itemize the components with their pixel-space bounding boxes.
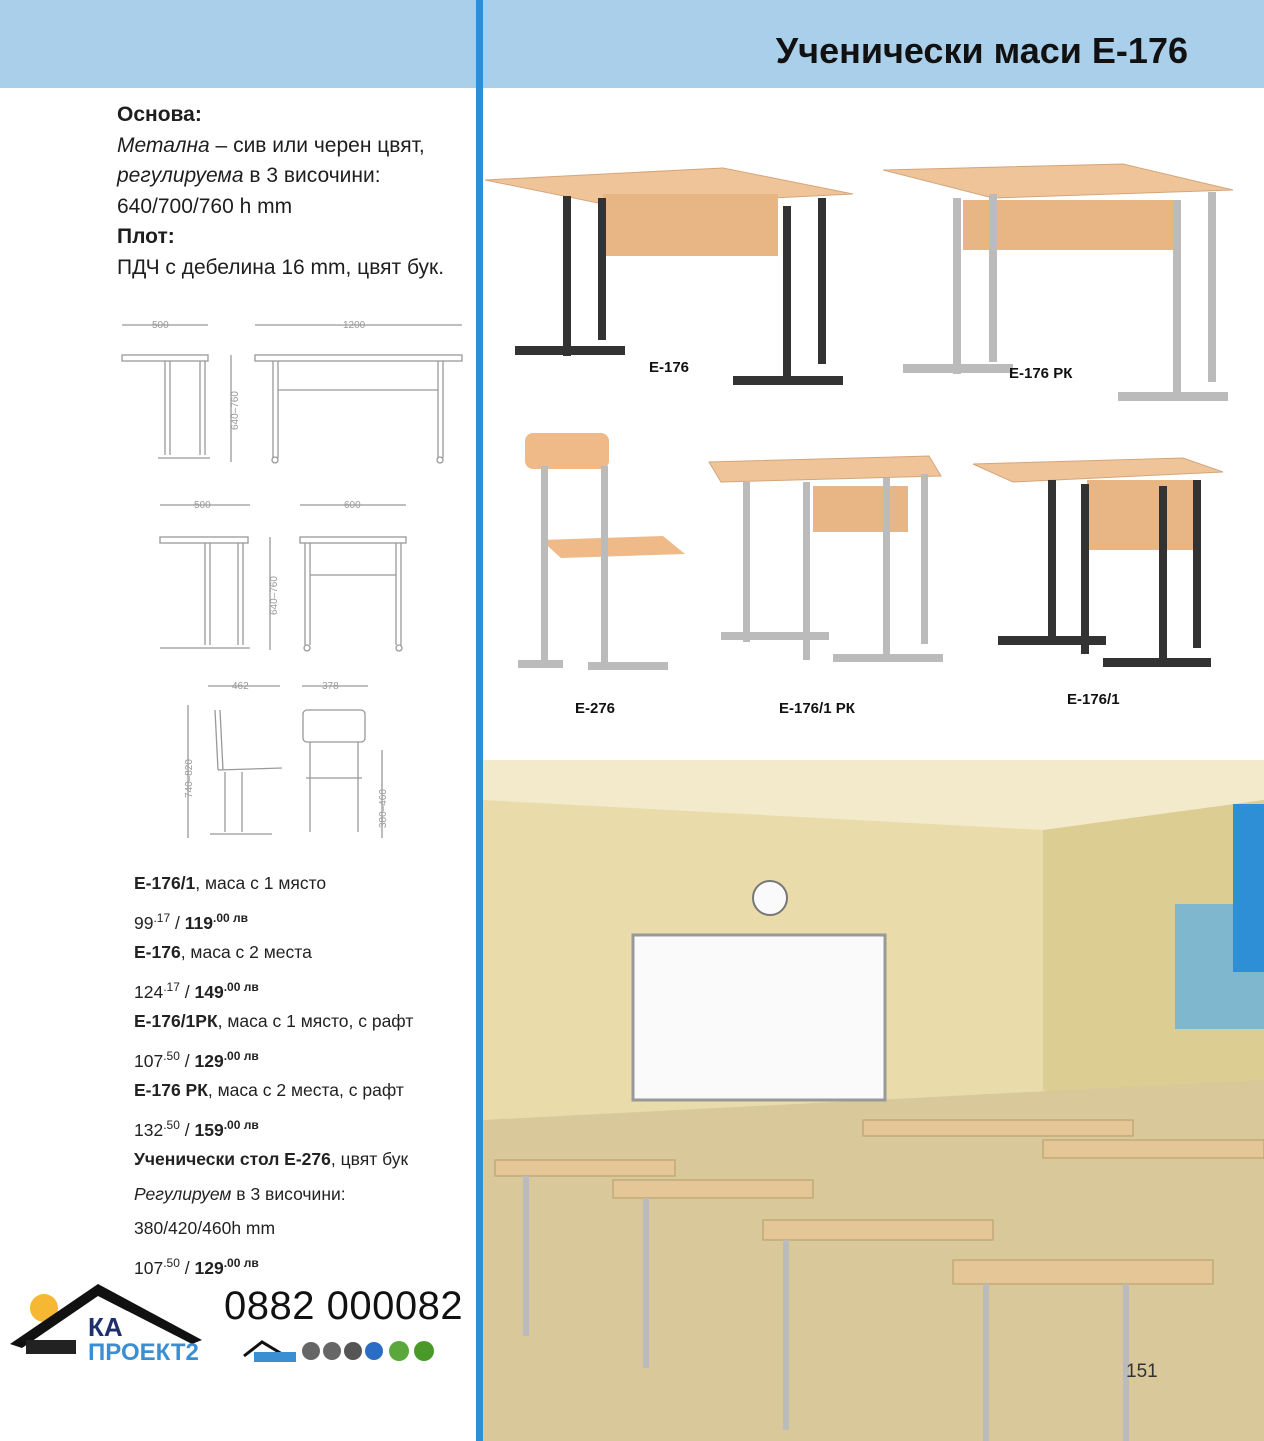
chair-adjustable-label: Регулируем [134, 1183, 232, 1204]
new-price-decimals: .00 лв [223, 979, 259, 994]
side-tab [1233, 804, 1264, 972]
price-item-code: Е-176/1РК [134, 1011, 218, 1031]
price-item-values [134, 1039, 474, 1074]
price-separator: / [179, 1050, 195, 1071]
new-price-decimals: .00 лв [223, 1117, 259, 1132]
chair-heights-label: в 3 височини: [231, 1183, 346, 1204]
new-price: 159 [194, 1119, 224, 1140]
dim-d3-seat: 380–460 [378, 789, 389, 828]
page-number: 151 [1126, 1361, 1158, 1382]
logo-text-ka: КА [88, 1312, 123, 1342]
technical-drawings [110, 310, 470, 850]
badge-icon [365, 1342, 383, 1360]
price-item-code: Е-176 [134, 942, 181, 962]
page-title: Ученически маси Е-176 [775, 30, 1188, 71]
dim-d2-width: 500 [194, 500, 211, 511]
desk-e1761-image [973, 458, 1223, 667]
label-e1761: Е-176/1 [1067, 691, 1120, 708]
eco-badge-icon [414, 1341, 434, 1361]
price-item-title [134, 866, 474, 901]
new-price: 149 [194, 981, 224, 1002]
dim-d3-total: 740–820 [184, 759, 195, 798]
old-price: 107 [134, 1257, 164, 1278]
chair-code: Ученически стол Е-276 [134, 1149, 331, 1169]
wall-clock-icon [753, 881, 787, 915]
desk-e1761pk-image [709, 456, 943, 662]
dim-d1-width: 500 [152, 320, 169, 331]
price-separator: / [179, 981, 195, 1002]
company-logo[interactable] [6, 1278, 221, 1363]
new-price-decimals: .00 лв [223, 1048, 259, 1063]
price-item-code: Е-176/1 [134, 873, 196, 893]
old-price-decimals: .17 [153, 910, 171, 925]
classroom-photo [483, 760, 1264, 1441]
new-price-decimals: .00 лв [212, 910, 248, 925]
dim-d2-length: 600 [344, 500, 361, 511]
chair-adjustable [134, 1177, 474, 1212]
price-item-desc: , маса с 2 места [180, 942, 312, 962]
price-item-values [134, 1108, 474, 1143]
price-item-code: Е-176 РК [134, 1080, 208, 1100]
badge-icon [302, 1342, 320, 1360]
new-price: 129 [194, 1257, 224, 1278]
badge-icon [323, 1342, 341, 1360]
new-price: 119 [184, 912, 213, 933]
price-item-desc: , маса с 2 места, с рафт [207, 1080, 404, 1100]
base-material: Метална [117, 133, 210, 157]
drawing-chair [188, 686, 382, 838]
base-color: – сив или черен цвят, [209, 133, 425, 157]
new-price: 129 [194, 1050, 224, 1071]
header-bar-left [0, 0, 476, 88]
old-price-decimals: .50 [163, 1255, 180, 1270]
logo-text-proekt: ПРОЕКТ2 [88, 1339, 199, 1363]
price-separator: / [179, 1119, 195, 1140]
new-price-decimals: .00 лв [223, 1255, 259, 1270]
chair-price [134, 1246, 474, 1281]
base-heading: Основа: [117, 103, 202, 126]
old-price-decimals: .17 [163, 979, 180, 994]
dim-d3-width: 378 [322, 681, 339, 692]
badge-icon [344, 1342, 362, 1360]
chair-title [134, 1142, 474, 1177]
eco-badge-icon [389, 1341, 409, 1361]
heights-label: в 3 височини: [243, 164, 381, 187]
price-item-title [134, 1073, 474, 1108]
old-price: 99 [134, 912, 154, 933]
label-e1761pk: Е-176/1 РК [779, 700, 855, 717]
dim-d3-depth: 462 [232, 681, 249, 692]
old-price: 107 [134, 1050, 164, 1071]
price-item-title [134, 935, 474, 970]
top-description: ПДЧ с дебелина 16 mm, цвят бук. [117, 255, 445, 279]
old-price-decimals: .50 [163, 1117, 180, 1132]
price-separator: / [179, 1257, 195, 1278]
product-gallery [483, 88, 1264, 752]
dim-d1-height: 640–760 [230, 391, 241, 430]
old-price: 132 [134, 1119, 164, 1140]
dim-d2-height: 640–760 [269, 576, 280, 615]
chair-heights: 380/420/460h mm [134, 1218, 276, 1238]
price-list [134, 866, 474, 1280]
top-heading: Плот: [117, 225, 175, 248]
specifications [117, 100, 477, 283]
old-price-decimals: .50 [163, 1048, 180, 1063]
chair-desc: , цвят бук [330, 1149, 409, 1169]
chair-e276-image [518, 433, 685, 670]
label-e176pk: Е-176 РК [1009, 365, 1073, 382]
desk-e176-image [485, 168, 853, 385]
tools-icon [26, 1340, 76, 1354]
label-e276: Е-276 [575, 700, 616, 717]
price-separator: / [170, 912, 185, 933]
price-item-values [134, 901, 474, 936]
mini-logo-text-icon [254, 1352, 296, 1362]
table-heights: 640/700/760 h mm [117, 194, 293, 218]
price-item-values [134, 970, 474, 1005]
price-item-title [134, 1004, 474, 1039]
certification-icons [242, 1336, 442, 1364]
dim-d1-length: 1200 [343, 320, 366, 331]
phone-number[interactable]: 0882 000082 [224, 1284, 464, 1328]
whiteboard [633, 935, 885, 1100]
label-e176: Е-176 [649, 359, 690, 376]
adjustable-label: регулируема [117, 164, 244, 187]
drawing-double-desk [122, 325, 462, 463]
price-item-desc: , маса с 1 място, с рафт [217, 1011, 414, 1031]
column-divider [476, 0, 483, 1441]
drawing-single-desk [160, 505, 406, 651]
price-item-desc: , маса с 1 място [195, 873, 327, 893]
old-price: 124 [134, 981, 164, 1002]
